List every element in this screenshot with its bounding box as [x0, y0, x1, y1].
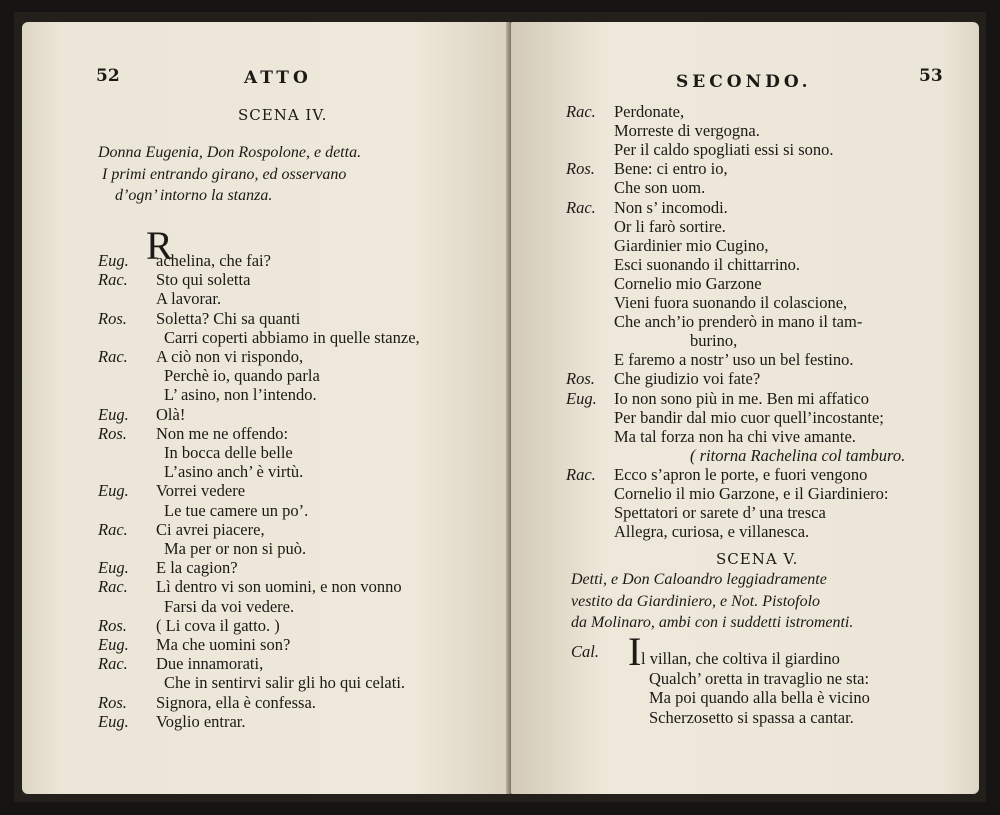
- drop-cap-r: R: [146, 223, 173, 268]
- line-text: Ma per or non si può.: [164, 539, 307, 558]
- speaker-label: Rac.: [98, 347, 128, 366]
- line-text: Non s’ incomodi.: [614, 197, 728, 217]
- line-text: burino,: [690, 331, 738, 351]
- right-page: [511, 22, 979, 794]
- speaker-label: Eug.: [98, 481, 129, 501]
- line-text: Perchè io, quando parla: [164, 366, 320, 386]
- line-text: Che anch’io prenderò in mano il tam-: [614, 312, 863, 332]
- line-text: L’asino anch’ è virtù.: [164, 462, 304, 482]
- line-text: Carri coperti abbiamo in quelle stanze,: [164, 327, 420, 347]
- stage-direction-iv: [98, 142, 361, 207]
- speaker-label: Rac.: [566, 102, 596, 121]
- line-text: Vorrei vedere: [156, 481, 246, 501]
- line-text: Farsi da voi vedere.: [164, 596, 295, 616]
- line-text: Morreste di vergogna.: [614, 121, 760, 141]
- speaker-label: Eug.: [98, 251, 129, 270]
- line-text: A ciò non vi rispondo,: [156, 347, 304, 366]
- speaker-label: Rac.: [98, 654, 128, 674]
- line-text: Olà!: [156, 404, 186, 424]
- running-head-right: SECONDO.: [676, 72, 812, 92]
- speaker-label: Rac.: [566, 197, 596, 217]
- line-text: achelina, che fai?: [156, 251, 271, 270]
- line-text: Cornelio il mio Garzone, e il Giardiniero:: [614, 484, 889, 503]
- line-text: ( Li cova il gatto. ): [156, 615, 280, 635]
- speaker-label: Ros.: [98, 423, 127, 443]
- line-text: E la cagion?: [156, 558, 238, 578]
- line-text: Per bandir dal mio cuor quell’incostante;: [614, 407, 884, 427]
- stage-direction-line: da Molinaro, ambi con i suddetti istromenti.: [571, 614, 854, 631]
- line-text: Perdonate,: [614, 102, 685, 121]
- line-text: ( ritorna Rachelina col tamburo.: [690, 445, 906, 465]
- line-text: Sto qui soletta: [156, 270, 251, 290]
- line-text: Giardinier mio Cugino,: [614, 235, 769, 255]
- speaker-label: Eug.: [98, 404, 129, 424]
- drop-cap-i: I: [628, 629, 642, 674]
- line-text: L’ asino, non l’intendo.: [164, 385, 317, 405]
- line-text: Ma tal forza non ha chi vive amante.: [614, 426, 856, 446]
- song-line-text: Qualch’ oretta in travaglio ne sta:: [649, 668, 870, 688]
- speaker-label: Rac.: [566, 464, 596, 484]
- speaker-label: Ros.: [98, 692, 127, 712]
- page-number-left: 52: [96, 66, 120, 86]
- speaker-label: Ros.: [566, 369, 595, 389]
- stage-direction-line: Detti, e Don Caloandro leggiadramente: [571, 571, 827, 588]
- line-text: Non me ne offendo:: [156, 423, 289, 443]
- line-text: Ma che uomini son?: [156, 635, 291, 654]
- song-line-text: l villan, che coltiva il giardino: [641, 649, 840, 668]
- running-head-left: ATTO: [244, 68, 312, 88]
- line-text: Esci suonando il chittarrino.: [614, 254, 801, 274]
- speaker-label: Eug.: [98, 711, 129, 731]
- line-text: E faremo a nostr’ uso un bel festino.: [614, 350, 854, 370]
- line-text: Che in sentirvi salir gli ho qui celati.: [164, 673, 406, 693]
- line-text: Che giudizio voi fate?: [614, 369, 761, 389]
- scene-title-v: SCENA V.: [716, 550, 799, 568]
- line-text: Ci avrei piacere,: [156, 519, 265, 539]
- line-text: Allegra, curiosa, e villanesca.: [614, 522, 810, 542]
- speaker-label: Eug.: [566, 388, 597, 408]
- speaker-label: Rac.: [98, 270, 128, 290]
- speaker-label: Rac.: [98, 577, 128, 597]
- stage-direction-line: I primi entrando girano, ed osservano: [102, 165, 347, 183]
- page-number-right: 53: [919, 66, 943, 86]
- line-text: Signora, ella è confessa.: [156, 692, 316, 712]
- open-book: [14, 12, 986, 802]
- song-line-text: Ma poi quando alla bella è vicino: [649, 688, 870, 707]
- line-text: Per il caldo spogliati essi si sono.: [614, 140, 834, 160]
- left-page: [22, 22, 513, 794]
- speaker-label: Ros.: [566, 159, 595, 179]
- line-text: Ecco s’apron le porte, e fuori vengono: [614, 464, 868, 484]
- line-text: Cornelio mio Garzone: [614, 273, 762, 293]
- speaker-label: Ros.: [98, 615, 127, 635]
- speaker-label: Rac.: [98, 519, 128, 539]
- line-text: Le tue camere un po’.: [164, 500, 309, 520]
- line-text: In bocca delle belle: [164, 443, 293, 462]
- stage-direction-line: Donna Eugenia, Don Rospolone, e detta.: [98, 144, 362, 161]
- line-text: A lavorar.: [156, 289, 222, 309]
- line-text: Or li farò sortire.: [614, 216, 726, 236]
- line-text: Lì dentro vi son uomini, e non vonno: [156, 577, 402, 597]
- stage-direction-line: vestito da Giardiniero, e Not. Pistofolo: [571, 592, 821, 610]
- speaker-label: Cal.: [571, 642, 599, 661]
- line-text: Due innamorati,: [156, 654, 264, 674]
- line-text: Che son uom.: [614, 178, 706, 198]
- line-text: Spettatori or sarete d’ una tresca: [614, 503, 826, 523]
- line-text: Bene: ci entro io,: [614, 159, 728, 179]
- song-line-text: Scherzosetto si spassa a cantar.: [649, 707, 854, 727]
- line-text: Vieni fuora suonando il colascione,: [614, 293, 848, 312]
- speaker-label: Eug.: [98, 558, 129, 578]
- line-text: Voglio entrar.: [156, 711, 246, 731]
- speaker-label: Eug.: [98, 635, 129, 654]
- scene-title-iv: SCENA IV.: [238, 106, 328, 124]
- speaker-label: Ros.: [98, 308, 127, 328]
- stage-direction-v: [571, 569, 853, 634]
- stage-direction-line: d’ogn’ intorno la stanza.: [115, 187, 273, 204]
- line-text: Soletta? Chi sa quanti: [156, 308, 301, 328]
- line-text: Io non sono più in me. Ben mi affatico: [614, 388, 869, 408]
